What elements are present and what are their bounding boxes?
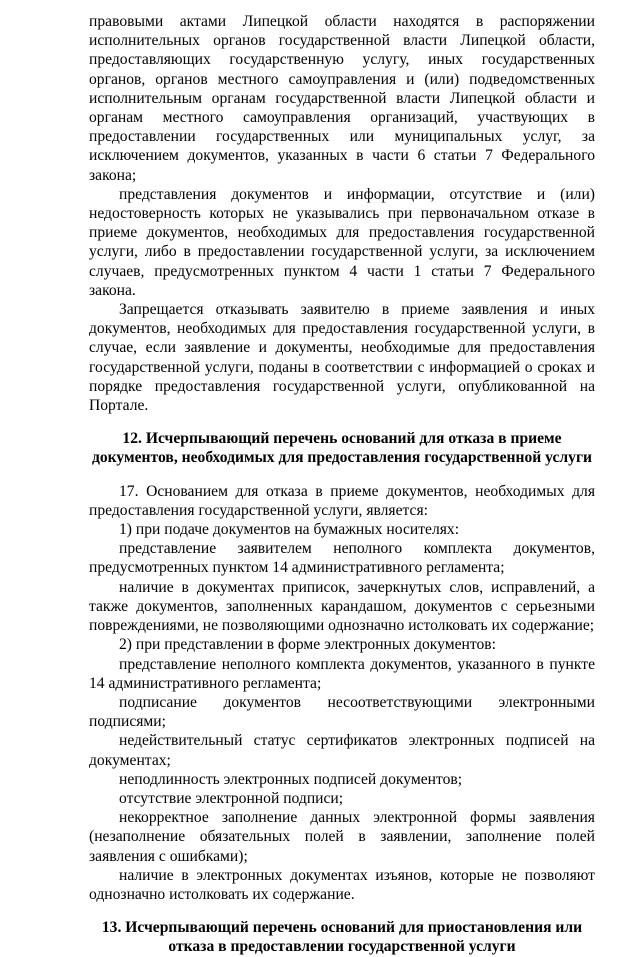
paragraph: Запрещается отказывать заявителю в приеме заявления и иных документов, необходимых для предоставления государственной услуги, в случае, если заявление и документы, необходимые для предоставления государственной услуги, поданы в соответствии с информацией о сроках и порядке предоставления государственной услуги, опубликованной на Портале. — [89, 301, 595, 415]
heading-line: 13. Исчерпывающий перечень оснований для приостановления или — [101, 919, 583, 937]
paragraph: отсутствие электронной подписи; — [119, 789, 344, 807]
paragraph: подписание документов несоответствующими электронными подписями; — [89, 693, 595, 731]
document-body — [89, 12, 595, 957]
paragraph: некорректное заполнение данных электронной формы заявления (незаполнение обязательных полей в заявлении, заполнение полей заявления с ошибками); — [89, 809, 595, 865]
paragraph: неподлинность электронных подписей документов; — [119, 770, 463, 788]
paragraph: наличие в документах приписок, зачеркнутых слов, исправлений, а также документов, заполненных карандашом, документов с серьезными повреждениями, не позволяющими однозначно истолковать их содержание; — [89, 578, 595, 635]
paragraph: 1) при подаче документов на бумажных носителях: — [119, 521, 460, 539]
paragraph: недействительный статус сертификатов электронных подписей на документах; — [89, 732, 595, 769]
paragraph: представление заявителем неполного комплекта документов, предусмотренных пунктом 14 административного регламента; — [89, 540, 595, 577]
paragraph: наличие в электронных документах изъянов, которые не позволяют однозначно истолковать их содержание. — [89, 866, 595, 903]
section-heading-12 — [89, 429, 595, 467]
paragraph: 2) при представлении в форме электронных документов: — [119, 636, 496, 654]
paragraph: 17. Основанием для отказа в приеме документов, необходимых для предоставления государственной услуги, является: — [89, 482, 595, 519]
paragraph: представления документов и информации, отсутствие и (или) недостоверность которых не указывались при первоначальном отказе в приеме документов, необходимых для предоставления государственной услуги, либо в предоставлении государственной услуги, за исключением случаев, предусмотренных пунктом 4 части 1 статьи 7 Федерального закона. — [89, 185, 595, 299]
section-heading-13 — [89, 918, 595, 956]
heading-line: отказа в предоставлении государственной услуги — [168, 938, 516, 956]
heading-line: 12. Исчерпывающий перечень оснований для отказа в приеме — [122, 430, 562, 448]
heading-line: документов, необходимых для предоставления государственной услуги — [91, 449, 593, 467]
paragraph: представление неполного комплекта документов, указанного в пункте 14 административного регламента; — [89, 655, 595, 692]
paragraph: правовыми актами Липецкой области находятся в распоряжении исполнительных органов государственной власти Липецкой области, предоставляющих государственную услугу, иных государственных органов, органов местного самоуправления и (или) подведомственных исполнительным органам государственной власти Липецкой области и органам местного самоуправления организаций, участвующих в предоставлении государственных или муниципальных услуг, за исключением документов, указанных в части 6 статьи 7 Федерального закона; — [89, 13, 595, 184]
